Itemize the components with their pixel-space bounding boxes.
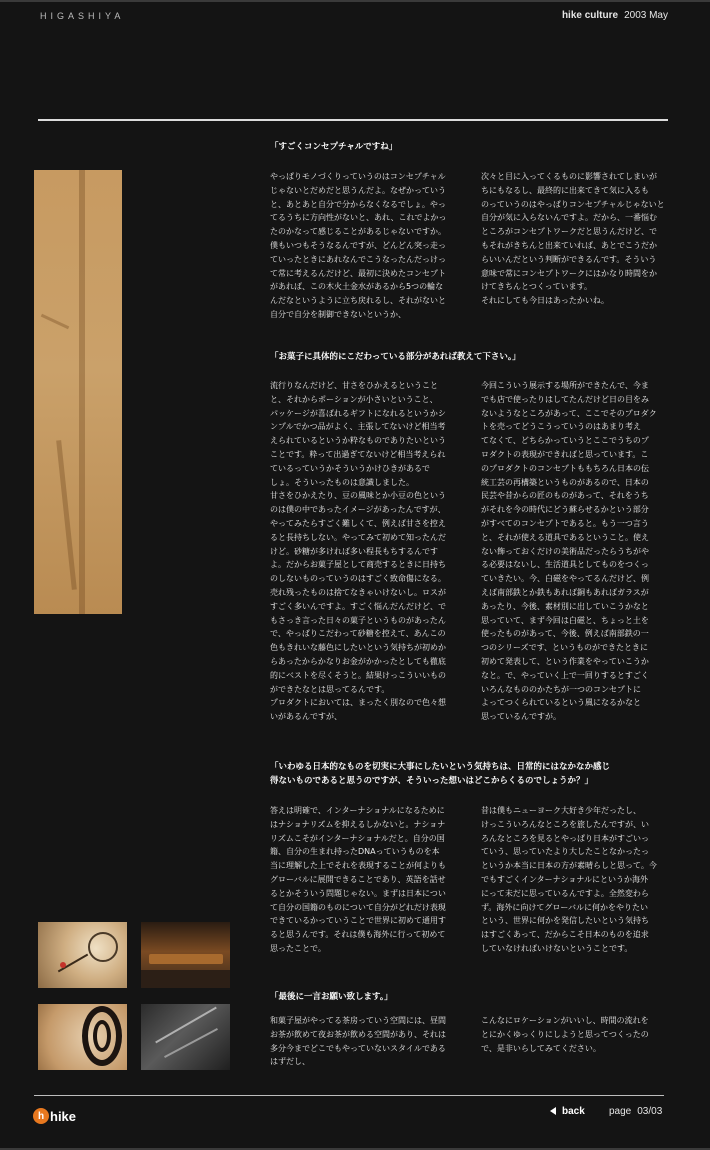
page-indicator — [609, 1106, 662, 1117]
section-4-right-text: こんなにロケーションがいいし、時間の流れを とにかくゆっくりにしようと思ってつくったの で、是非いらしてみてください。 — [481, 1016, 649, 1053]
site-name: hike culture — [561, 10, 619, 21]
back-arrow-icon — [550, 1107, 556, 1115]
logo-text: hike — [50, 1108, 77, 1124]
hero-image — [34, 170, 122, 614]
page-label: page — [609, 1106, 632, 1117]
section-3-left-text: 答えは明確で、インターナショナルになるために はナショナリズムを抑えるしかないと。ナショナ リズムこそがインターナショナルだと。自分の国 籍、自分の生まれ持ったDNAっていうものを本 当に理解した上でそれを表現することが何よりも グローバルに展開できることであり、英語を話せ るとかそういう問題じゃない。まずは日本につい て自分の国籍のものについて自分がどれだけ表現 できているかっていうことで世界に初めて通用す ると思うんです。それは僕も海外に行って初めて 思ったことで。 — [270, 806, 446, 953]
section-2-right-text: 今回こういう展示する場所ができたんで、今ま でも店で使ったりはしてたんだけど日の目をみ ないようなところがあって、ここでそのプロダク トを売ってどうこうっていうのはあまり考え てなくて、どちらかっていうとここでうちのプ ロダクトの表現ができればと思っています。こ のプロダクトのコンセプトももちろん日本の伝 統工芸の再構築というものがあるので、日本の 民芸や昔からの匠のものがあって、それをうち がそれを今の時代にどう蘇らせるかという部分 がすべてのコンセプトであると。もう一つ言う と、それが使える道具であるということ。使え ない飾っておくだけの美術品だったらうちがや る必要はないし、生活道具としてものをつくっ ていきたい。今、白磁をやってるんだけど、例 えば南部鉄とか鉄もあれば銅もあればガラスが あったり、今後、素材別に出していこうかなと 思っていて、まず今回は白磁と、ちょっと土を 使ったものがあって、今後、例えば南部鉄の一 つのシリーズです、というものができたときに 初めて発表して、という作業をやっていこうか なと。で、やっていく上で一回りするとすごく いろんなもののかたちが一つのコンセプトに よってつくられているという風になるかなと 思っているんですが。 — [481, 381, 657, 722]
thumbnail-photo-1 — [38, 922, 127, 988]
thumbnail-photo-3 — [38, 1004, 127, 1070]
section-heading-1: 「すごくコンセプチャルですね」 — [270, 142, 398, 152]
logo-icon: h — [33, 1108, 49, 1124]
thumbnail-photo-4 — [141, 1004, 230, 1070]
page-number: 03/03 — [637, 1106, 663, 1117]
section-4-left-text: 和菓子屋がやってる茶房っていう空間には、昼間 お茶が飲めて夜お茶が飲める空間があり、それは 多分今までどこでもやっていないスタイルである はずだし、 — [270, 1016, 446, 1067]
top-rule — [38, 119, 668, 121]
bottom-rule — [34, 1095, 664, 1096]
thumbnail-photo-2 — [141, 922, 230, 988]
section-heading-2: 「お菓子に具体的にこだわっている部分があれば教えて下さい。」 — [270, 352, 521, 362]
section-heading-3: 「いわゆる日本的なものを切実に大事にしたいという気持ちは、日常的にはなかなか感じ 得ないものであると思うのですが、そういった想いはどこからくるのでしょうか？」 — [270, 762, 611, 786]
section-3-right-text: 昔は僕もニューヨーク大好き少年だったし、 けっこういろんなところを旅したんですが、い ろんなところを見るとやっぱり日本がすごいっ ていう、思っていたより大したことなかったっ というか本当に日本の方が素晴らしと思って。今 でもすごくインターナショナルにというか海外 にって未だに思っているんですよ。全然変わら ず。海外に向けてグローバルに何かをやりたい という、世界に何かを発信したいという気持ち はすごくあって、だからこそ日本のものを追求 していなければいけないということです。 — [481, 806, 657, 953]
section-heading-4: 「最後に一言お願い致します。」 — [270, 992, 393, 1002]
section-1-right-text: 次々と目に入ってくるものに影響されてしまいが ちにもなるし、最終的に出来てきて気に入るも のっていうのはやっぱりコンセプチャルじゃないと 自分が気に入らないんですよ。だから、一番悩む ところがコンセプトワークだと思うんだけど、で もそれがきちんと出来ていれば、あとでこうだか らいいんだという判断ができるんです。そういう 意味で常にコンセプトワークにはかなり時間をか けてきちんとつくっています。 それにしても今日はあったかいね。 — [481, 172, 665, 306]
header-meta — [562, 10, 668, 21]
back-label: back — [562, 1106, 585, 1117]
top-border — [0, 0, 710, 2]
back-link[interactable] — [550, 1106, 585, 1117]
issue-date: 2003 May — [624, 10, 668, 21]
hike-logo[interactable] — [33, 1108, 76, 1124]
section-1-left-text: やっぱりモノづくりっていうのはコンセプチャル じゃないとだめだと思うんだよ。なぜかっていう と、あとあと自分で分からなくなるでしょ。やっ てるうちに方向性がないと、あれ、これでよかっ たのかなって感じることがあるじゃないですか。 僕もいつもそうなるんですが、どんどん突っ走っ ていったときにあれなんでこうなったんだっけっ て常に考えるんだけど、最初に決めたコンセプト があれば、この木火土金水があるから5つの輪な んだなというように立ち戻れるし、それがないと 自分で自分を制御できないというか、 — [270, 172, 447, 319]
section-2-left-text: 流行りなんだけど、甘さをひかえるということ と、それからポーションが小さいということ、 パッケージが喜ばれるギフトになれるというかシ ンプルでかつ品がよく、主張してないけど相当考 えられているというか粋なものでありたいという ことです。粋って出過ぎてないけど相当考えられ ているっていうかそういうかけひきがあるで しょ。そういったものは意識しました。 甘さをひかえたり、豆の風味とか小豆の色という のは僕の中であったイメージがあったんですが、 やってみたらすごく難しくて、例えば甘さを控え ると長持ちしない。やってみて初めて知ったんだ けど。砂糖が多ければ多い程長もちするんです よ。だからお菓子屋として商売するときに日持ち のしないものっていうのはすごく致命傷になる。 売れ残ったものは捨てなきゃいけないし。ロスが すごく多いんですよ。すごく悩んだんだけど、で もさっき言った日々の菓子というものがあったん で、やっぱりこだわって砂糖を控えて、あんこの 色もきれいな藤色にしたいという気持ちが初めか らあったからかなりお金がかかったとしても徹底 的にベストを尽くそうと。結果けっこういいもの ができたなとは思ってるんです。 プロダクトにおいては、まったく別なので色々想 いがあるんですが、 — [270, 381, 446, 722]
brand-name: HIGASHIYA — [40, 11, 125, 21]
